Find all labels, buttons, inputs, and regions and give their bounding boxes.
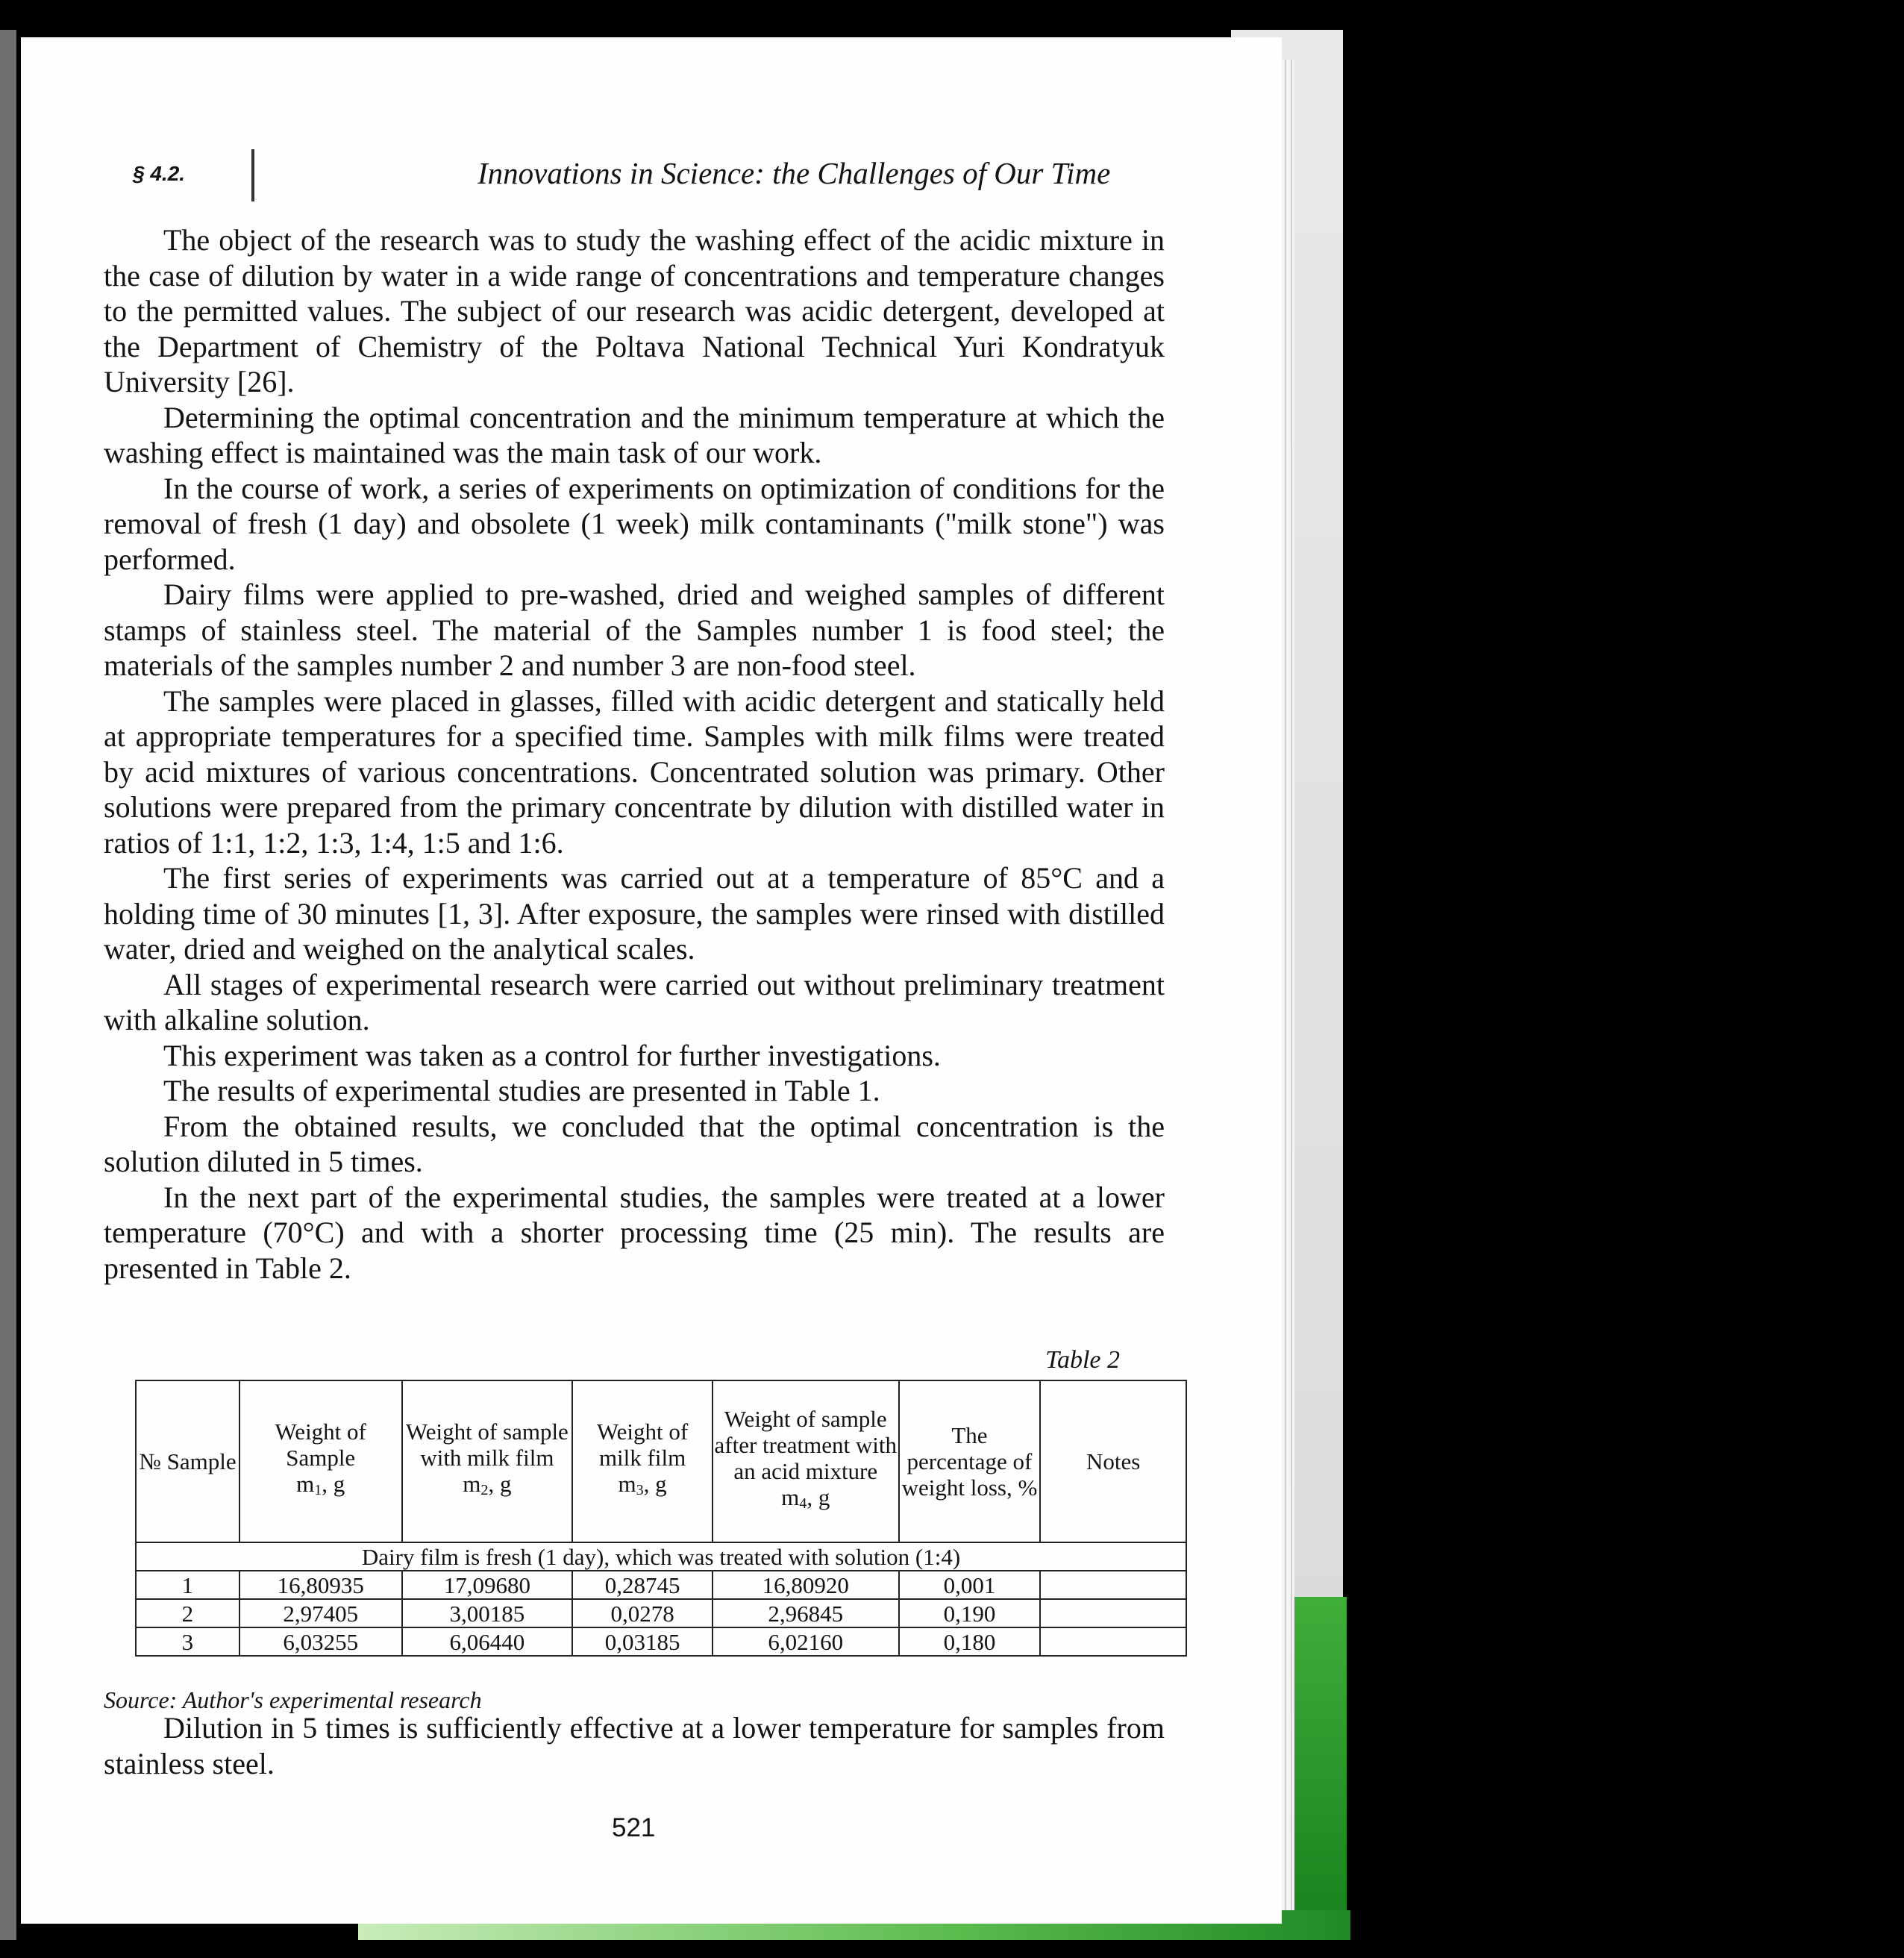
paragraph: Determining the optimal concentration and the minimum temperature at which the washing effect is maintained was the main task of our work. [104,400,1165,469]
cell-m3: 0,28745 [572,1571,713,1599]
results-table [135,1380,1187,1657]
header-weight-film: Weight of milk film $m_3$, g [572,1380,713,1542]
header-weight-sample: Weight of Sample $m_1$, g [239,1380,402,1542]
paragraph: The results of experimental studies are presented in Table 1. [163,1074,880,1107]
cell-m3: 0,0278 [572,1599,713,1627]
cell-m1: 2,97405 [239,1599,402,1627]
cell-notes [1040,1627,1186,1656]
cell-m1: 6,03255 [239,1627,402,1656]
condition-cell: Dairy film is fresh (1 day), which was treated with solution (1:4) [136,1542,1186,1571]
paragraph: This experiment was taken as a control for further investigations. [163,1038,941,1072]
cell-loss: 0,190 [899,1599,1041,1627]
header-notes: Notes [1040,1380,1186,1542]
green-cover-corner [1294,1597,1347,1925]
paragraph: The first series of experiments was carried out at a temperature of 85°C and a holding time of 30 minutes [1, 3]. After exposure, the samples were rinsed with distilled water, dried and weighed on the analytical scales. [104,861,1165,966]
header-weight-with-film: Weight of sample with milk film $m_2$, g [402,1380,573,1542]
section-number: § 4.2. [133,162,186,185]
cell-loss: 0,180 [899,1627,1041,1656]
cell-sample: 3 [136,1627,239,1656]
paragraph: From the obtained results, we concluded that the optimal concentration is the solution diluted in 5 times. [104,1109,1165,1178]
cell-notes [1040,1571,1186,1599]
cell-loss: 0,001 [899,1571,1041,1599]
running-title: Innovations in Science: the Challenges of Our Time [477,156,1111,190]
cell-m1: 16,80935 [239,1571,402,1599]
paragraph: All stages of experimental research were carried out without preliminary treatment with alkaline solution. [104,967,1165,1036]
table-row [136,1599,1186,1627]
paragraph: In the course of work, a series of experiments on optimization of conditions for the removal of fresh (1 day) and obsolete (1 week) milk contaminants ("milk stone") was performed. [104,471,1165,576]
paragraph: In the next part of the experimental studies, the samples were treated at a lower temperature (70°C) and with a shorter processing time (25 min). The results are presented in Table 2. [104,1180,1165,1285]
book-left-edge [0,30,16,1940]
header-weight-after: Weight of sample after treatment with an acid mixture $m_4$, g [713,1380,899,1542]
cell-m3: 0,03185 [572,1627,713,1656]
cell-notes [1040,1599,1186,1627]
page-number: 521 [612,1813,656,1842]
table-span-row [136,1542,1186,1571]
paragraph: The samples were placed in glasses, filled with acidic detergent and statically held at appropriate temperatures for a specified time. Samples with milk films were treated by acid mixtures of various concentrations. Concentrated solution was primary. Other solutions were prepared from the primary concentrate by dilution with distilled water in ratios of 1:1, 1:2, 1:3, 1:4, 1:5 and 1:6. [104,684,1165,860]
cell-sample: 1 [136,1571,239,1599]
table-row [136,1627,1186,1656]
cell-sample: 2 [136,1599,239,1627]
table-label: Table 2 [1045,1346,1120,1374]
book-page [21,37,1282,1924]
cell-m2: 3,00185 [402,1599,573,1627]
header-divider [251,149,254,201]
cell-m2: 17,09680 [402,1571,573,1599]
header-loss: The percentage of weight loss, % [899,1380,1041,1542]
table-header-row [136,1380,1186,1542]
cell-m2: 6,06440 [402,1627,573,1656]
cell-m4: 6,02160 [713,1627,899,1656]
table-row [136,1571,1186,1599]
cell-m4: 2,96845 [713,1599,899,1627]
body-text [104,222,1165,1286]
paragraph: The object of the research was to study the washing effect of the acidic mixture in the case of dilution by water in a wide range of concentrations and temperature changes to the permitted values. The subject of our research was acidic detergent, developed at the Department of Chemistry of the Poltava National Technical Yuri Kondratyuk University [26]. [104,223,1165,398]
cell-m4: 16,80920 [713,1571,899,1599]
conclusion-paragraph: Dilution in 5 times is sufficiently effective at a lower temperature for samples from stainless steel. [104,1711,1165,1780]
paragraph: Dairy films were applied to pre-washed, dried and weighed samples of different stamps of stainless steel. The material of the Samples number 1 is food steel; the materials of the samples number 2 and number 3 are non-food steel. [104,578,1165,682]
header-sample: № Sample [136,1380,239,1542]
table-source-note: Source: Author's experimental research [104,1686,482,1713]
